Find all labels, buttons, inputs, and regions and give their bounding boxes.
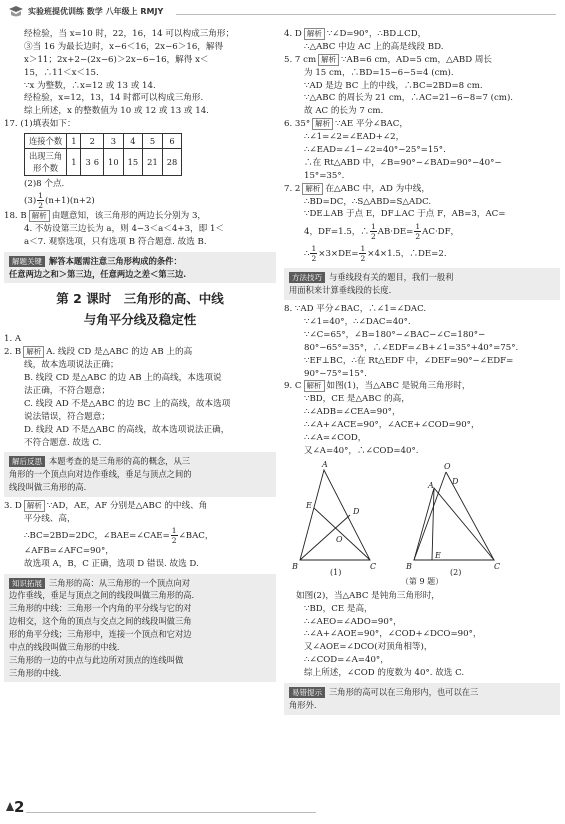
expr: ×3×DE= bbox=[318, 249, 359, 260]
tip-text: 形的角平分线；三角形中，连接一个顶点和它对边 bbox=[9, 629, 192, 639]
page-marker-icon bbox=[6, 802, 14, 811]
text-line: ∵AB=6 cm，AD=5 cm，△ABD 周长 bbox=[341, 54, 493, 65]
text-line: ③当 16 为最长边时，x−6＜16，2x−6＞16，解得 bbox=[24, 41, 224, 52]
label-b: B bbox=[406, 561, 412, 571]
text-line: 90°−75°=15°. bbox=[304, 368, 367, 379]
tip-box-knowledge bbox=[4, 574, 276, 683]
tip-text: 用面积来计算垂线段的长度. bbox=[289, 285, 392, 296]
label-e: E bbox=[306, 500, 312, 510]
tip-badge: 方法技巧 bbox=[289, 272, 325, 283]
expr: ∴BC=2BD=2DC，∠BAE=∠CAE= bbox=[24, 530, 170, 541]
text-line: a＜7. 观察选项，只有选项 B 符合题意. 故选 B. bbox=[24, 236, 207, 247]
tip-text: 角形外. bbox=[289, 699, 317, 710]
triangle-abc bbox=[300, 470, 370, 560]
tip-box-key bbox=[4, 252, 276, 284]
text-line: ∴BD=DC，∴S△ABD=S△ADC. bbox=[304, 196, 432, 207]
question-number: 2. B bbox=[4, 347, 22, 358]
figure-1-acute bbox=[300, 470, 370, 560]
text-line: ∠AFB=∠AFC=90°， bbox=[24, 545, 114, 556]
text-line: 综上所述，x 的整数值为 10 或 12 或 13 或 14. bbox=[24, 106, 209, 117]
tip-box-method bbox=[284, 268, 560, 300]
expr: AB·DE= bbox=[377, 227, 414, 238]
tip-box-reflection bbox=[4, 452, 276, 497]
text-line: ∵AD，AE，AF 分别是△ABC 的中线、角 bbox=[46, 501, 208, 511]
text-line bbox=[4, 526, 276, 545]
denominator: 2 bbox=[38, 201, 43, 211]
text-line: 如图(2)，当△ABC 是钝角三角形时， bbox=[296, 590, 440, 601]
tip-text: 线段叫做三角形的高. bbox=[9, 482, 87, 493]
table-cell bbox=[81, 149, 104, 176]
text-line: 由题意知，该三角形的两边长分别为 3， bbox=[51, 211, 207, 222]
text-line: ∴在 Rt△ABD 中，∠B=90°−∠BAD=90°−40°− bbox=[304, 157, 502, 168]
numerator: 1 bbox=[360, 244, 366, 254]
tip-text: 三角形的高可以在三角形内，也可以在三 bbox=[329, 687, 479, 697]
section-title bbox=[4, 288, 276, 330]
tip-text: 三角形的一边的中点与此边所对顶点的连线叫做 bbox=[9, 654, 184, 665]
text-line: ∵△ABC 的周长为 21 cm，∴AC=21−6−8=7 (cm). bbox=[304, 93, 514, 104]
table-cell: 连接个数 bbox=[25, 134, 67, 149]
q9-figures bbox=[284, 458, 560, 576]
analysis-tag: 解析 bbox=[24, 500, 45, 512]
table-cell: 5 bbox=[143, 134, 163, 149]
q6-answer bbox=[284, 118, 560, 131]
fraction bbox=[37, 191, 44, 210]
text-line: ∴∠A+∠AOE=90°，∠COD+∠DCO=90°， bbox=[304, 629, 482, 640]
expr: AC·DF， bbox=[422, 227, 460, 238]
text-line: ∵AD 是边 BC 上的中线，∴BC=2BD=8 cm. bbox=[304, 80, 483, 91]
text-line: 在△ABC 中，AD 为中线， bbox=[325, 183, 430, 194]
footer-rule bbox=[26, 812, 316, 813]
q17-part3-expr: (n+1)(n+2) bbox=[44, 196, 95, 207]
q7-answer bbox=[284, 183, 560, 196]
text-line: 故 AC 的长为 7 cm. bbox=[304, 106, 384, 117]
analysis-tag: 解析 bbox=[29, 210, 50, 222]
text-line: A. 线段 CD 是△ABC 的边 AB 上的高 bbox=[46, 347, 193, 358]
text-line: 为 15 cm，∴BD=15−6−5=4 (cm). bbox=[304, 67, 454, 78]
q1-answer: 1. A bbox=[4, 334, 22, 345]
tip-text: 本题考查的是三角形的高的概念，从三 bbox=[49, 456, 191, 467]
altitude-ce bbox=[314, 508, 370, 560]
analysis-tag: 解析 bbox=[312, 118, 333, 130]
tip-badge: 解题关键 bbox=[9, 256, 45, 267]
text-line: ∵BD，CE 是△ABC 的高， bbox=[304, 394, 410, 405]
header-rule bbox=[176, 14, 556, 15]
triangle-abc bbox=[414, 488, 494, 560]
table-cell: 10 bbox=[104, 149, 124, 176]
text-line: ∵BD，CE 是高， bbox=[304, 603, 373, 614]
text-line: D. 线段 AD 不是△ABC 的高线，故本选项说法正确， bbox=[24, 424, 230, 435]
text-line: ∴∠A+∠ACE=90°，∠ACE+∠COD=90°， bbox=[304, 420, 480, 431]
q17-intro: 17. (1)填表如下： bbox=[4, 119, 76, 130]
table-cell: 6 bbox=[162, 134, 182, 149]
q4-answer bbox=[284, 28, 560, 41]
label-a: A bbox=[428, 480, 434, 490]
tip-text: 边相交，这个角的顶点与交点之间的线段叫做三角 bbox=[9, 616, 192, 627]
text-line: 线，故本选项说法正确； bbox=[24, 360, 119, 371]
altitude-ae bbox=[432, 488, 434, 560]
numerator: 1 bbox=[415, 222, 421, 232]
text-line: 经检验，当 x=10 时，22，16，14 可以构成三角形； bbox=[24, 29, 235, 39]
question-number: 4. D bbox=[284, 29, 302, 39]
text-line: 故选项 A，B，C 正确，选项 D 错误. 故选 D. bbox=[24, 558, 199, 569]
denominator: 2 bbox=[370, 232, 376, 242]
tip-badge: 解后反思 bbox=[9, 456, 45, 467]
text-line: ∵∠1=40°，∴∠DAC=40°. bbox=[304, 316, 411, 327]
label-d: D bbox=[452, 476, 459, 486]
text-line: 法正确，不符合题意； bbox=[24, 385, 110, 396]
text-line: ∵EF⊥BC，∴在 Rt△EDF 中，∠DEF=90°−∠EDF= bbox=[304, 355, 514, 366]
page-number bbox=[6, 796, 26, 818]
tip-text: 中点的线段叫做三角形的中线. bbox=[9, 641, 120, 652]
q9-answer bbox=[284, 380, 560, 393]
denominator: 2 bbox=[171, 535, 177, 545]
numerator: 1 bbox=[38, 191, 43, 201]
text-line: 经检验，x=12，13，14 时都可以构成三角形. bbox=[24, 93, 204, 104]
cell-value: 3 bbox=[85, 157, 91, 168]
table-cell: 1 bbox=[67, 149, 81, 176]
fraction bbox=[359, 244, 366, 263]
text-line: ∵AE 平分∠BAC， bbox=[335, 119, 408, 130]
question-number: 7. 2 bbox=[284, 183, 301, 194]
table-cell: 4 bbox=[123, 134, 143, 149]
table-cell: 1 bbox=[67, 134, 81, 149]
tip-text: 与垂线段有关的题目，我们一般利 bbox=[329, 272, 454, 283]
text-line: 如图(1)，当△ABC 是锐角三角形时， bbox=[326, 381, 471, 392]
text-line bbox=[284, 243, 560, 265]
fraction bbox=[310, 244, 317, 263]
label-c: C bbox=[370, 561, 377, 571]
analysis-tag: 解析 bbox=[23, 346, 44, 358]
text-line: ∵∠D=90°，∴BD⊥CD， bbox=[326, 29, 427, 39]
question-number: 5. 7 cm bbox=[284, 54, 317, 65]
text-line: 综上所述，∠COD 的度数为 40°. 故选 C. bbox=[304, 668, 465, 679]
q2-answer bbox=[4, 346, 276, 359]
tip-text: 解答本题需注意三角形构成的条件： bbox=[49, 255, 182, 266]
text-line: ∴∠COD=∠A=40°， bbox=[304, 655, 389, 666]
section-title-line: 第 2 课时 三角形的高、中线 bbox=[56, 291, 224, 307]
text-line: ∴△ABC 中边 AC 上的高是线段 BD. bbox=[304, 41, 444, 52]
tip-text: 三角形的高：从三角形的一个顶点向对 bbox=[49, 577, 191, 588]
figure-caption: （第 9 题） bbox=[400, 576, 444, 586]
page-header bbox=[6, 2, 559, 24]
question-number: 3. D bbox=[4, 501, 22, 511]
table-row bbox=[25, 134, 182, 149]
label-b: B bbox=[292, 561, 298, 571]
numerator: 1 bbox=[311, 244, 317, 254]
numerator: 1 bbox=[171, 525, 177, 535]
right-column bbox=[284, 28, 560, 718]
header-title: 实验班提优训练 数学 八年级上 RMJY bbox=[28, 7, 164, 16]
q18-answer bbox=[4, 210, 276, 223]
figure-label: (2) bbox=[450, 567, 462, 576]
expr: ∴ bbox=[304, 249, 310, 260]
left-column bbox=[4, 28, 276, 685]
text-line bbox=[284, 221, 560, 243]
triangle-figures bbox=[284, 458, 560, 576]
fraction bbox=[370, 222, 377, 241]
text-line: ∴∠A=∠COD， bbox=[304, 432, 367, 443]
text-line: 15，∴11＜x＜15. bbox=[24, 67, 99, 78]
expr: ∠BAC， bbox=[178, 530, 214, 541]
analysis-tag: 解析 bbox=[318, 54, 339, 66]
text-line: ∵x 为整数，∴x=12 或 13 或 14. bbox=[24, 80, 156, 91]
fraction bbox=[171, 526, 178, 545]
q3-answer bbox=[4, 500, 276, 513]
q17-part3-label: (3) bbox=[24, 196, 37, 207]
analysis-tag: 解析 bbox=[302, 183, 323, 195]
tip-text: 角形的一个顶点向对边作垂线，垂足与顶点之间的 bbox=[9, 469, 192, 480]
tip-text: 三角形的中线. bbox=[9, 667, 62, 678]
text-line: 15°=35°. bbox=[304, 170, 345, 181]
text-line: ∴∠EAD=∠1−∠2=40°−25°=15°. bbox=[304, 145, 446, 156]
tip-badge: 易错提示 bbox=[289, 687, 325, 698]
label-o: O bbox=[336, 534, 343, 544]
text-line: ∴∠AEO=∠ADO=90°， bbox=[304, 616, 402, 627]
table-cell: 21 bbox=[143, 149, 163, 176]
text-line: ∴∠1=∠2=∠EAD+∠2， bbox=[304, 132, 405, 143]
table-cell: 15 bbox=[123, 149, 143, 176]
text-line: C. 线段 AD 不是△ABC 的边 BC 上的高线，故本选项 bbox=[24, 398, 231, 409]
tip-text: 任意两边之和＞第三边，任意两边之差＜第三边. bbox=[9, 268, 187, 279]
q5-answer bbox=[284, 54, 560, 67]
figure-label: (1) bbox=[330, 567, 342, 576]
text-line: 又∠A=40°，∴∠COD=40°. bbox=[304, 445, 419, 456]
text-line: ∵∠C=65°，∠B=180°−∠BAC−∠C=180°− bbox=[304, 329, 486, 340]
denominator: 2 bbox=[311, 254, 317, 264]
cell-value: 6 bbox=[93, 157, 100, 168]
denominator: 2 bbox=[360, 254, 366, 264]
text-line: 4. 不妨设第三边长为 a，则 4−3＜a＜4+3，即 1＜ bbox=[24, 223, 225, 234]
table-cell: 2 bbox=[81, 134, 104, 149]
text-line: 又∠AOE=∠DCO(对顶角相等)， bbox=[304, 642, 433, 653]
analysis-tag: 解析 bbox=[304, 28, 325, 40]
q17-table bbox=[24, 133, 182, 176]
expr: 4，DF=1.5，∴ bbox=[304, 227, 369, 238]
section-title-line: 与角平分线及稳定性 bbox=[83, 312, 197, 328]
denominator: 2 bbox=[415, 232, 421, 242]
row-label-a: 出现三角 bbox=[29, 151, 63, 162]
page-number-text: 2 bbox=[14, 798, 25, 816]
analysis-tag: 解析 bbox=[304, 380, 325, 392]
text-line: ∴∠ADB=∠CEA=90°， bbox=[304, 407, 401, 418]
label-e: E bbox=[435, 550, 441, 560]
book-logo-icon bbox=[8, 4, 24, 20]
question-number: 6. 35° bbox=[284, 119, 311, 130]
text-line: 80°−65°=35°，∴∠EDF=∠B+∠1=35°+40°=75°. bbox=[304, 342, 519, 353]
q17-part2: (2)8 个点. bbox=[24, 179, 65, 190]
table-cell: 28 bbox=[162, 149, 182, 176]
tip-text: 三角形的中线：三角形一个内角的平分线与它的对 bbox=[9, 603, 192, 614]
label-d: D bbox=[353, 506, 360, 516]
text-line: 8. ∵AD 平分∠BAC，∴∠1=∠DAC. bbox=[284, 304, 427, 315]
expr: ×4×1.5，∴DE=2. bbox=[367, 249, 447, 260]
fraction bbox=[414, 222, 421, 241]
question-number: 9. C bbox=[284, 381, 302, 392]
text-line: ∵DE⊥AB 于点 E，DF⊥AC 于点 F，AB=3，AC= bbox=[304, 209, 506, 220]
table-row bbox=[25, 149, 182, 176]
table-cell: 3 bbox=[104, 134, 124, 149]
numerator: 1 bbox=[370, 222, 376, 232]
text-line: 不符合题意. 故选 C. bbox=[24, 437, 102, 448]
label-o: O bbox=[444, 461, 451, 471]
label-c: C bbox=[494, 561, 501, 571]
text-line: x＞11；2x+2−(2x−6)＞2x−6−16，解得 x＜ bbox=[24, 54, 209, 65]
label-a: A bbox=[322, 459, 328, 469]
tip-badge: 知识拓展 bbox=[9, 578, 45, 589]
tip-text: 边作垂线，垂足与顶点之间的线段叫做三角形的高. bbox=[9, 590, 195, 601]
table-cell bbox=[25, 149, 67, 176]
tip-box-error bbox=[284, 683, 560, 715]
question-number: 18. B bbox=[4, 211, 27, 222]
text-line: B. 线段 CD 是△ABC 的边 AB 上的高线，本选项说 bbox=[24, 373, 222, 384]
row-label-b: 形个数 bbox=[33, 163, 59, 174]
text-line: 平分线、高， bbox=[24, 513, 76, 524]
text-line: 说法错误，符合题意； bbox=[24, 411, 110, 422]
q17-part3 bbox=[4, 191, 276, 210]
